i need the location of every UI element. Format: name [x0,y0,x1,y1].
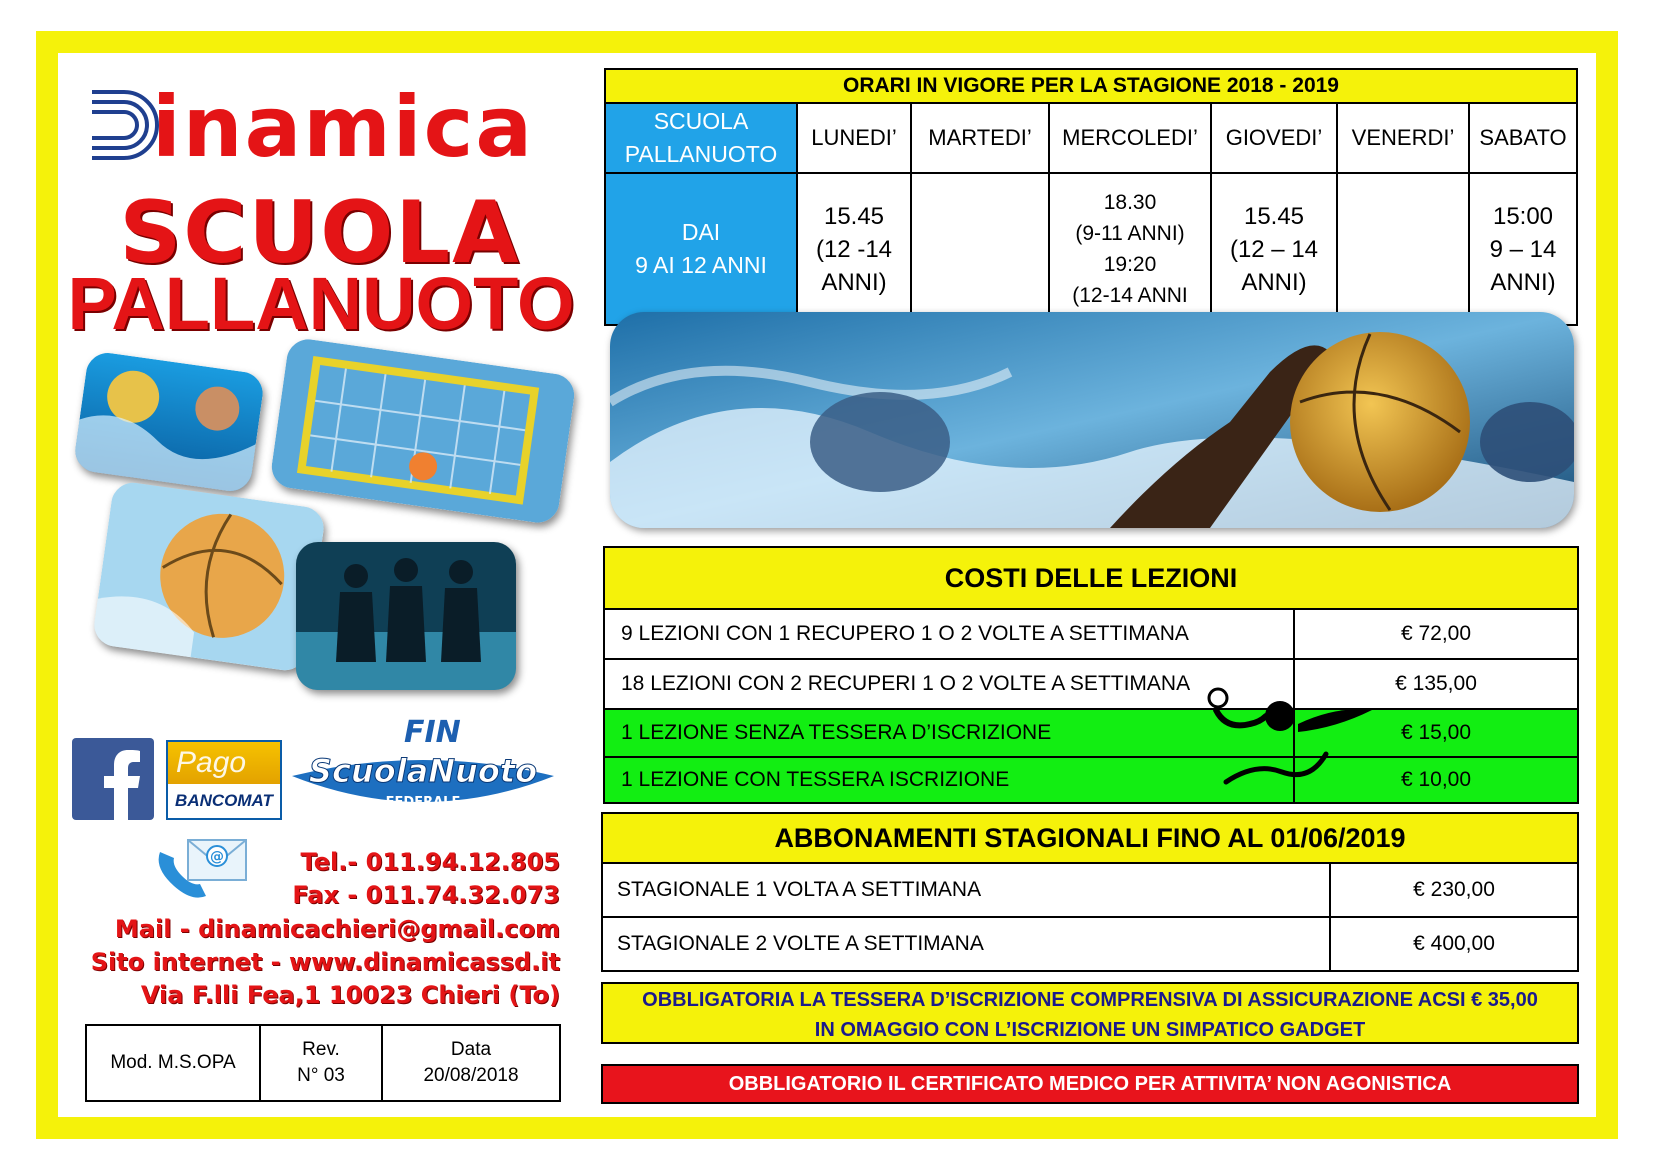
svg-text:@: @ [210,849,224,865]
slot-line: 15.45 [1243,202,1305,230]
title-scuola: SCUOLA [119,183,521,283]
slot-mercoledi [1049,173,1211,325]
day-venerdi: VENERDI’ [1337,103,1469,173]
slot-line: (9-11 ANNI) [1075,222,1185,245]
date-cell [382,1025,560,1101]
bancomat-label: BANCOMAT [168,784,280,818]
document-info-table [85,1024,561,1102]
age-group-line2: 9 AI 12 ANNI [635,252,767,278]
day-giovedi: GIOVEDI’ [1211,103,1337,173]
cost-label: 18 LEZIONI CON 2 RECUPERI 1 O 2 VOLTE A SETTIMANA [604,659,1294,709]
cost-label: 9 LEZIONI CON 1 RECUPERO 1 O 2 VOLTE A SETTIMANA [604,609,1294,659]
membership-note-line2: IN OMAGGIO CON L’ISCRIZIONE UN SIMPATICO GADGET [814,1019,1366,1041]
fin-middle-text: ScuolaNuoto [308,752,538,790]
membership-note [601,982,1579,1044]
contact-website[interactable]: Sito internet - www.dinamicassd.it [90,948,560,976]
svg-text:inamica: inamica [152,84,535,166]
slot-line: (12-14 ANNI [1072,284,1188,307]
day-martedi: MARTEDI’ [911,103,1049,173]
revision-label: Rev. [302,1039,340,1060]
slot-line: ANNI) [1490,268,1556,296]
contact-mail[interactable]: Mail - dinamicachieri@gmail.com [114,915,560,943]
day-sabato: SABATO [1469,103,1577,173]
contact-address: Via F.lli Fea,1 10023 Chieri (To) [140,981,560,1009]
lesson-costs-table [603,546,1579,804]
dinamica-logo [88,84,548,166]
corner-line2: PALLANUOTO [624,141,778,167]
age-group-line1: DAI [681,219,721,245]
photo-player-splash [73,350,266,494]
module-code: Mod. M.S.OPA [86,1025,260,1101]
waterpolo-banner-photo [610,312,1574,528]
slot-line: 15:00 [1492,202,1554,230]
cost-label: 1 LEZIONE CON TESSERA ISCRIZIONE [604,757,1294,803]
cost-price: € 135,00 [1294,659,1578,709]
slot-line: ANNI) [1241,268,1307,296]
contact-tel[interactable]: Tel.- 011.94.12.805 [300,848,560,876]
fin-scuolanuoto-logo [286,716,560,822]
contact-fax: Fax - 011.74.32.073 [292,881,560,909]
cost-price: € 15,00 [1294,709,1578,757]
slot-line: ANNI) [821,268,887,296]
subscriptions-table [601,812,1579,972]
facebook-icon[interactable] [72,738,154,820]
slot-lunedi [797,173,911,325]
photo-ball [92,480,327,673]
subscriptions-title: ABBONAMENTI STAGIONALI FINO AL 01/06/2019 [602,813,1578,863]
slot-line: (12 -14 [815,235,893,263]
date-label: Data [450,1039,492,1060]
title-pallanuoto: PALLANUOTO [67,262,575,345]
fin-bottom-text: FEDERALE [385,795,461,810]
subscription-label: STAGIONALE 2 VOLTE A SETTIMANA [602,917,1330,971]
slot-venerdi [1337,173,1469,325]
membership-note-line1: OBBLIGATORIA LA TESSERA D’ISCRIZIONE COMPRENSIVA DI ASSICURAZIONE ACSI € 35,00 [642,989,1538,1011]
slot-line: 18.30 [1103,191,1157,214]
subscription-price: € 400,00 [1330,917,1578,971]
slot-line: (12 – 14 [1229,235,1319,263]
slot-line: 15.45 [823,202,885,230]
age-group-cell [605,173,797,325]
corner-line1: SCUOLA [653,108,749,134]
costs-title: COSTI DELLE LEZIONI [604,547,1578,609]
revision-cell [260,1025,382,1101]
day-mercoledi: MERCOLEDI’ [1049,103,1211,173]
cost-price: € 10,00 [1294,757,1578,803]
schedule-title: ORARI IN VIGORE PER LA STAGIONE 2018 - 2019 [605,69,1577,103]
subscription-price: € 230,00 [1330,863,1578,917]
medical-certificate-note: OBBLIGATORIO IL CERTIFICATO MEDICO PER ATTIVITA’ NON AGONISTICA [601,1064,1579,1104]
slot-sabato [1469,173,1577,325]
waterpolo-player-icon [1206,684,1374,790]
slot-martedi [911,173,1049,325]
revision-value: N° 03 [297,1065,345,1086]
date-value: 20/08/2018 [423,1065,519,1086]
phone-mail-icon [154,832,250,908]
slot-line: 9 – 14 [1489,235,1557,263]
schedule-corner [605,103,797,173]
slot-line: 19:20 [1103,253,1157,276]
pago-label: Pago [176,746,247,779]
slot-giovedi [1211,173,1337,325]
schedule-table [604,68,1578,326]
fin-top-text: FIN [404,716,461,750]
day-lunedi: LUNEDI’ [797,103,911,173]
cost-price: € 72,00 [1294,609,1578,659]
subscription-label: STAGIONALE 1 VOLTA A SETTIMANA [602,863,1330,917]
pagobancomat-logo [166,740,282,820]
cost-label: 1 LEZIONE SENZA TESSERA D’ISCRIZIONE [604,709,1294,757]
photo-silhouettes [296,542,516,690]
